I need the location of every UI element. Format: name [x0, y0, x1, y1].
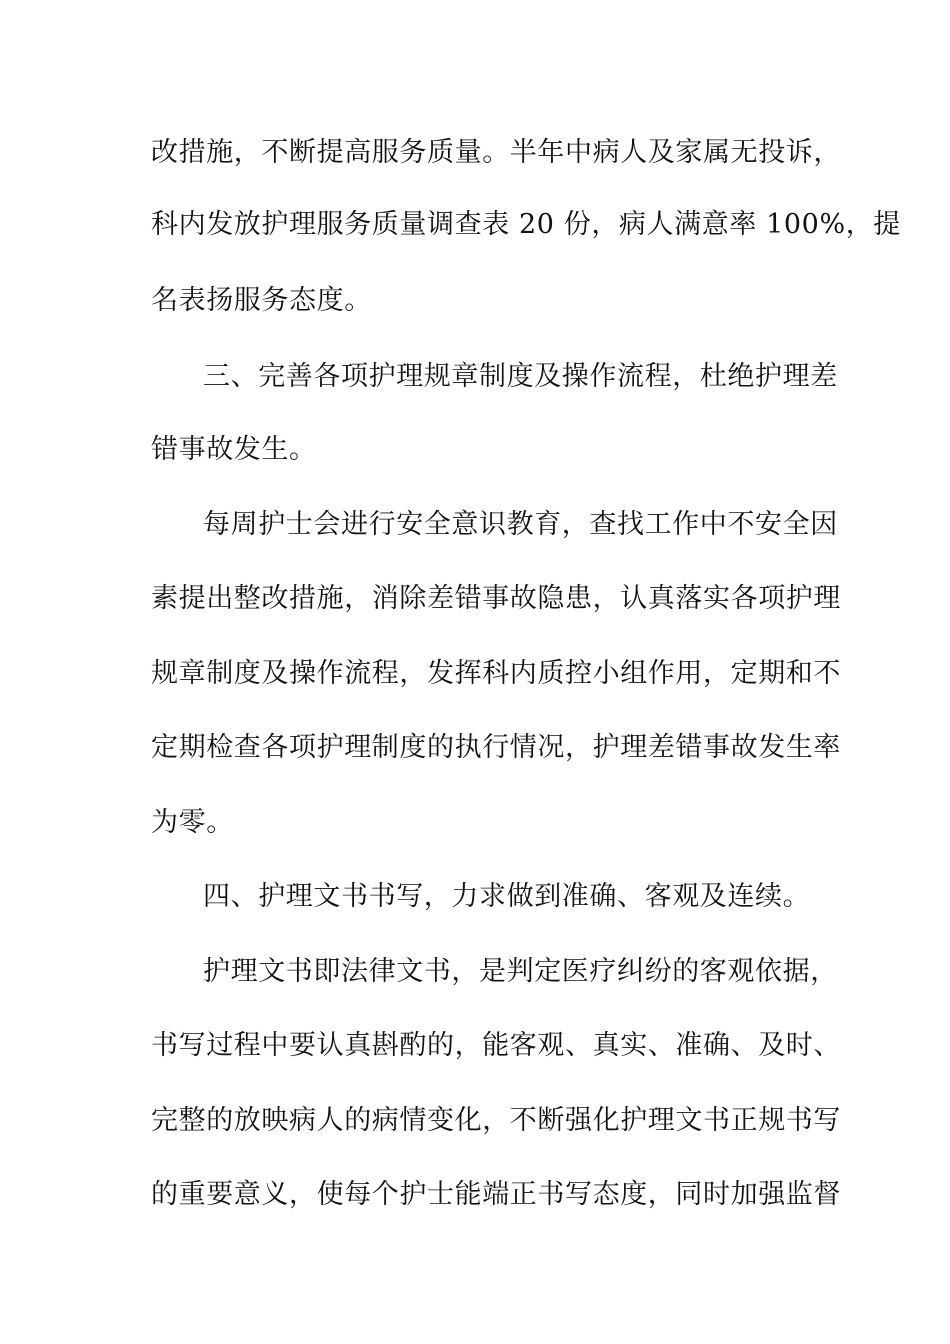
text-line: 完整的放映病人的病情变化，不断强化护理文书正规书写: [151, 1105, 841, 1136]
text-line: 改措施，不断提高服务质量。半年中病人及家属无投诉，: [151, 137, 841, 168]
section-heading: 错事故发生。: [151, 434, 317, 465]
text-line: 护理文书即法律文书，是判定医疗纠纷的客观依据，: [203, 956, 838, 987]
text-line: 规章制度及操作流程，发挥科内质控小组作用，定期和不: [151, 658, 841, 689]
text-line: 定期检查各项护理制度的执行情况，护理差错事故发生率: [151, 732, 841, 763]
text-line: 名表扬服务态度。: [151, 285, 372, 316]
text-line: 为零。: [151, 807, 234, 838]
section-heading: 四、护理文书书写，力求做到准确、客观及连续。: [203, 881, 811, 912]
text-line: 每周护士会进行安全意识教育，查找工作中不安全因: [203, 509, 838, 540]
text-line: 的重要意义，使每个护士能端正书写态度，同时加强监督: [151, 1179, 841, 1210]
section-heading: 三、完善各项护理规章制度及操作流程，杜绝护理差: [203, 361, 838, 392]
text-line: 书写过程中要认真斟酌的，能客观、真实、准确、及时、: [151, 1030, 841, 1061]
text-line: 素提出整改措施，消除差错事故隐患，认真落实各项护理: [151, 583, 841, 614]
text-line: 科内发放护理服务质量调查表 20 份，病人满意率 100%，提: [151, 209, 901, 240]
